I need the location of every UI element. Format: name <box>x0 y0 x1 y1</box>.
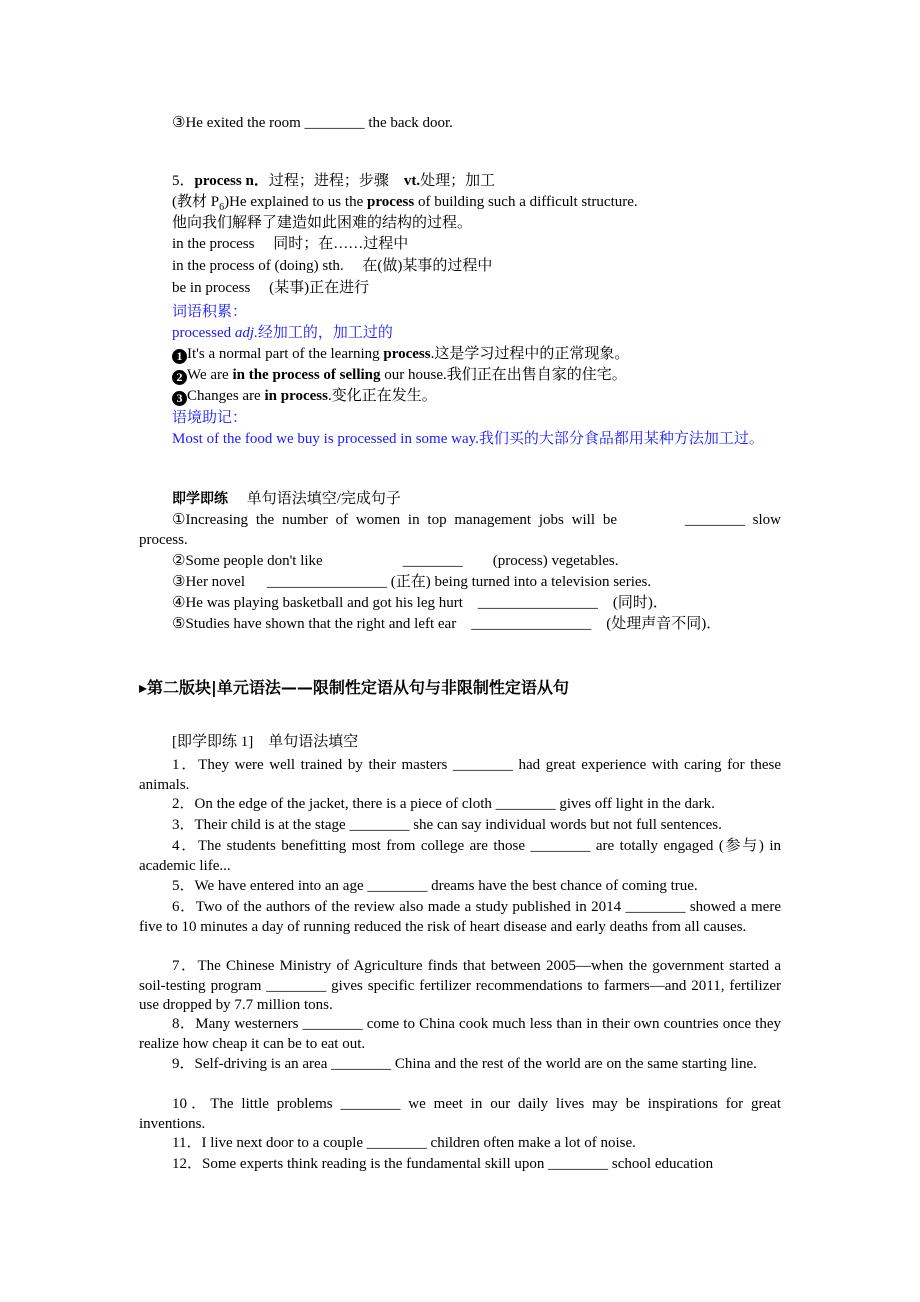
phrase-meaning: (某事)正在进行 <box>269 280 370 296</box>
accumulation-label: 词语积累： <box>172 304 248 320</box>
item-text-end: (process) vegetables. <box>492 553 619 569</box>
derived-pos: adj. <box>234 325 258 341</box>
number-badge-icon: 2 <box>172 370 187 385</box>
item-text-end: (同时)． <box>612 595 668 611</box>
example-text: Changes are <box>187 388 265 404</box>
derived-definition: 经加工的，加工过的 <box>257 325 393 341</box>
source-label: (教材 P <box>172 194 220 210</box>
exercise-item: 5．We have entered into an age ________ dreams have the best chance of coming true. <box>172 878 698 894</box>
exercise-item: 12．Some experts think reading is the fundamental skill upon ________ school education <box>172 1156 714 1172</box>
example-text-end: of building such a difficult structure. <box>414 194 638 210</box>
example-text: He explained to us the <box>229 194 367 210</box>
item-text: ①Increasing the number of women in top management jobs will be <box>172 512 617 528</box>
exercise-item: 6．Two of the authors of the review also made a study published in 2014 ________ showed a mere five to 10 minutes a day of running reduced the risk of heart disease and early deaths from all causes. <box>139 899 781 935</box>
answer-blank[interactable]: ________________ <box>471 616 592 632</box>
example-text-end: our house.我们正在出售自家的住宅。 <box>380 367 627 383</box>
practice-heading <box>172 489 401 509</box>
exercise-item: 11．I live next door to a couple ________ children often make a lot of noise. <box>172 1135 636 1151</box>
answer-blank[interactable]: ________ <box>684 512 745 528</box>
example-keyword: process <box>366 194 415 210</box>
practice-item <box>172 593 668 613</box>
example-text: We are <box>187 367 233 383</box>
phrase-row <box>172 234 408 254</box>
section-heading: ▸第二版块|单元语法——限制性定语从句与非限制性定语从句 <box>139 678 569 697</box>
exercise-item: 8．Many westerners ________ come to China cook much less than in their own countries once they realize how cheap it can be to eat out. <box>139 1016 781 1052</box>
practice-item <box>139 511 781 550</box>
phrase: in the process of (doing) sth. <box>172 258 344 274</box>
entry-pos: vt. <box>403 173 421 189</box>
exercise-item: 7．The Chinese Ministry of Agriculture finds that between 2005—when the government started a soil-testing program ________ gives specific fertilizer recommendations to farmers—and 2011, fertilizer use dropped by 7.7 million tons. <box>139 958 781 1013</box>
item-text: ③Her novel <box>172 574 246 590</box>
entry-definition: 过程；进程；步骤 <box>268 173 389 189</box>
practice-item <box>172 614 721 634</box>
exercise-item: 10．The little problems ________ we meet in our daily lives may be inspirations for great inventions. <box>139 1096 781 1132</box>
item-text: ⑤Studies have shown that the right and left ear <box>172 616 457 632</box>
entry-definition-2: 处理；加工 <box>420 173 496 189</box>
source-page: 6 <box>219 202 225 213</box>
practice-subtitle: 单句语法填空/完成句子 <box>246 491 401 507</box>
example-keyword: in process <box>264 388 328 404</box>
answer-blank[interactable]: ________________ <box>477 595 598 611</box>
answer-blank[interactable]: ________________ <box>267 574 388 590</box>
derived-word-text: processed <box>172 325 235 341</box>
practice-item <box>172 551 619 571</box>
memo-sentence: Most of the food we buy is processed in some way.我们买的大部分食品都用某种方法加工过。 <box>172 431 764 447</box>
derived-word <box>172 323 393 343</box>
example-keyword: process <box>383 346 431 362</box>
previous-exercise-item: ③He exited the room ________ the back door. <box>172 115 453 131</box>
usage-example <box>172 365 627 385</box>
example-keyword: in the process of selling <box>232 367 381 383</box>
number-badge-icon: 1 <box>172 349 187 364</box>
phrase-meaning: 在(做)某事的过程中 <box>362 258 493 274</box>
item-text: ④He was playing basketball and got his leg hurt <box>172 595 463 611</box>
exercise-item: 3．Their child is at the stage ________ she can say individual words but not full sentences. <box>172 817 722 833</box>
entry-number: 5． <box>172 173 195 189</box>
item-text-end: (正在) being turned into a television series. <box>390 574 652 590</box>
usage-example <box>172 344 629 364</box>
phrase-row <box>172 256 492 276</box>
example-text-end: .变化正在发生。 <box>327 388 437 404</box>
number-badge-icon: 3 <box>172 391 187 406</box>
phrase: be in process <box>172 280 251 296</box>
usage-example <box>172 386 437 406</box>
item-text-end: (处理声音不同)． <box>606 616 722 632</box>
phrase-row <box>172 278 369 298</box>
item-text: ②Some people don't like <box>172 553 323 569</box>
exercise-item: 1．They were well trained by their masters ________ had great experience with caring for these animals. <box>139 757 781 793</box>
exercise-item: 4．The students benefitting most from college are those ________ are totally engaged (参与) in academic life... <box>139 838 781 874</box>
practice-item <box>172 572 651 592</box>
answer-blank[interactable]: ________ <box>402 553 463 569</box>
source-close: ) <box>224 194 230 210</box>
phrase: in the process <box>172 236 255 252</box>
example-translation: 他向我们解释了建造如此困难的结构的过程。 <box>172 215 473 231</box>
entry-heading <box>172 171 495 191</box>
exercise-item: 9．Self-driving is an area ________ China and the rest of the world are on the same starting line. <box>172 1056 757 1072</box>
entry-word: process n． <box>194 173 269 189</box>
exercise-item: 2．On the edge of the jacket, there is a piece of cloth ________ gives off light in the dark. <box>172 796 715 812</box>
example-text-end: .这是学习过程中的正常现象。 <box>430 346 630 362</box>
exercise-title: [即学即练 1] 单句语法填空 <box>172 734 359 750</box>
practice-title: 即学即练 <box>172 491 228 507</box>
phrase-meaning: 同时；在……过程中 <box>273 236 409 252</box>
item-text-end: slow process. <box>139 512 781 548</box>
example-text: It's a normal part of the learning <box>187 346 384 362</box>
memo-label: 语境助记： <box>172 410 248 426</box>
